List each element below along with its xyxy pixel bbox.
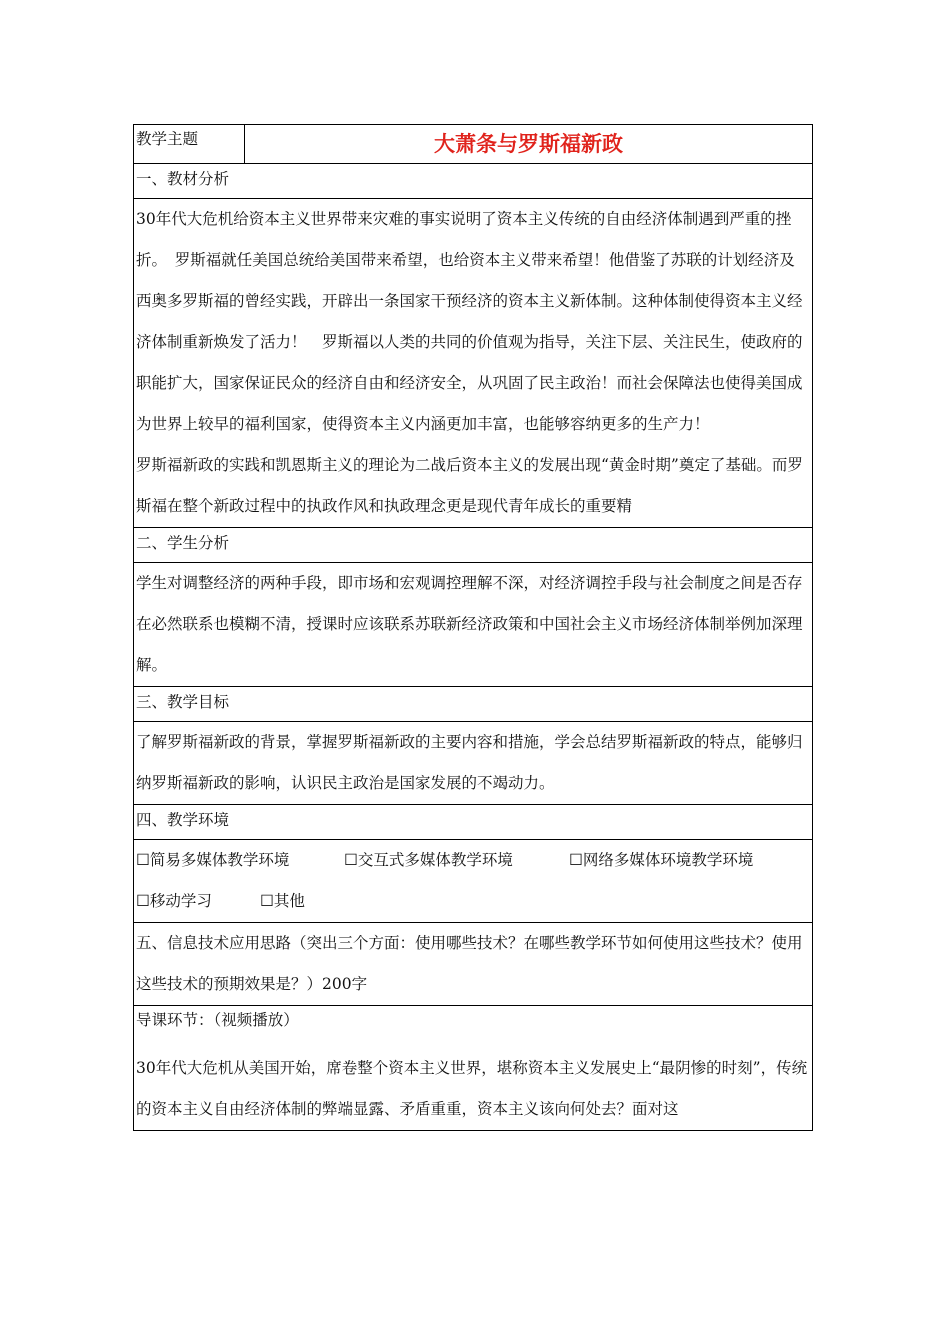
section-heading-teaching-goals: 三、教学目标	[134, 687, 813, 722]
teaching-goals-paragraph: 了解罗斯福新政的背景，掌握罗斯福新政的主要内容和措施，学会总结罗斯福新政的特点，能够归纳罗斯福新政的影响，认识民主政治是国家发展的不竭动力。	[136, 733, 803, 792]
env-option-interactive-multimedia[interactable]: ☐交互式多媒体教学环境	[344, 851, 513, 869]
topic-label: 教学主题	[134, 125, 245, 164]
page-title: 大萧条与罗斯福新政	[245, 125, 813, 164]
lead-in-paragraph: 30年代大危机从美国开始，席卷整个资本主义世界，堪称资本主义发展史上“最阴惨的时刻”，传统的资本主义自由经济体制的弊端显露、矛盾重重，资本主义该向何处去？面对这	[136, 1059, 808, 1118]
lesson-plan-table	[133, 124, 813, 1131]
section-heading-textbook-analysis: 一、教材分析	[134, 164, 813, 199]
section-heading-teaching-environment: 四、教学环境	[134, 805, 813, 840]
env-option-other[interactable]: ☐其他	[260, 892, 305, 910]
teaching-environment-options	[134, 840, 813, 923]
section-heading-it-application: 五、信息技术应用思路（突出三个方面：使用哪些技术？在哪些教学环节如何使用这些技术？使用这些技术的预期效果是？）200字	[134, 923, 813, 1006]
textbook-analysis-paragraph-2: 罗斯福新政的实践和凯恩斯主义的理论为二战后资本主义的发展出现“黄金时期”奠定了基础。而罗斯福在整个新政过程中的执政作风和执政理念更是现代青年成长的重要精	[136, 456, 803, 515]
textbook-analysis-paragraph-1: 30年代大危机给资本主义世界带来灾难的事实说明了资本主义传统的自由经济体制遇到严重的挫折。 罗斯福就任美国总统给美国带来希望，也给资本主义带来希望！他借鉴了苏联的计划经济及西奥多罗斯福的曾经实践，开辟出一条国家干预经济的资本主义新体制。这种体制使得资本主义经济体制重新焕发了活力！ 罗斯福以人类的共同的价值观为指导，关注下层、关注民生，使政府的职能扩大，国家保证民众的经济自由和经济安全，从巩固了民主政治！而社会保障法也使得美国成为世界上较早的福利国家，使得资本主义内涵更加丰富，也能够容纳更多的生产力！	[136, 210, 803, 433]
lead-in-heading: 导课环节：（视频播放）	[136, 1011, 299, 1029]
lead-in-spacer	[136, 1034, 810, 1048]
env-option-mobile-learning[interactable]: ☐移动学习	[136, 892, 212, 910]
env-option-simple-multimedia[interactable]: ☐简易多媒体教学环境	[136, 851, 290, 869]
teaching-goals-body	[134, 722, 813, 805]
student-analysis-body	[134, 563, 813, 687]
section-heading-student-analysis: 二、学生分析	[134, 528, 813, 563]
lesson-plan-document	[133, 124, 813, 1131]
env-option-network-multimedia[interactable]: ☐网络多媒体环境教学环境	[569, 851, 754, 869]
student-analysis-paragraph: 学生对调整经济的两种手段，即市场和宏观调控理解不深，对经济调控手段与社会制度之间是否存在必然联系也模糊不清，授课时应该联系苏联新经济政策和中国社会主义市场经济体制举例加深理解。	[136, 574, 803, 674]
lead-in-body	[134, 1006, 813, 1131]
textbook-analysis-body	[134, 199, 813, 528]
header-row	[134, 125, 813, 164]
